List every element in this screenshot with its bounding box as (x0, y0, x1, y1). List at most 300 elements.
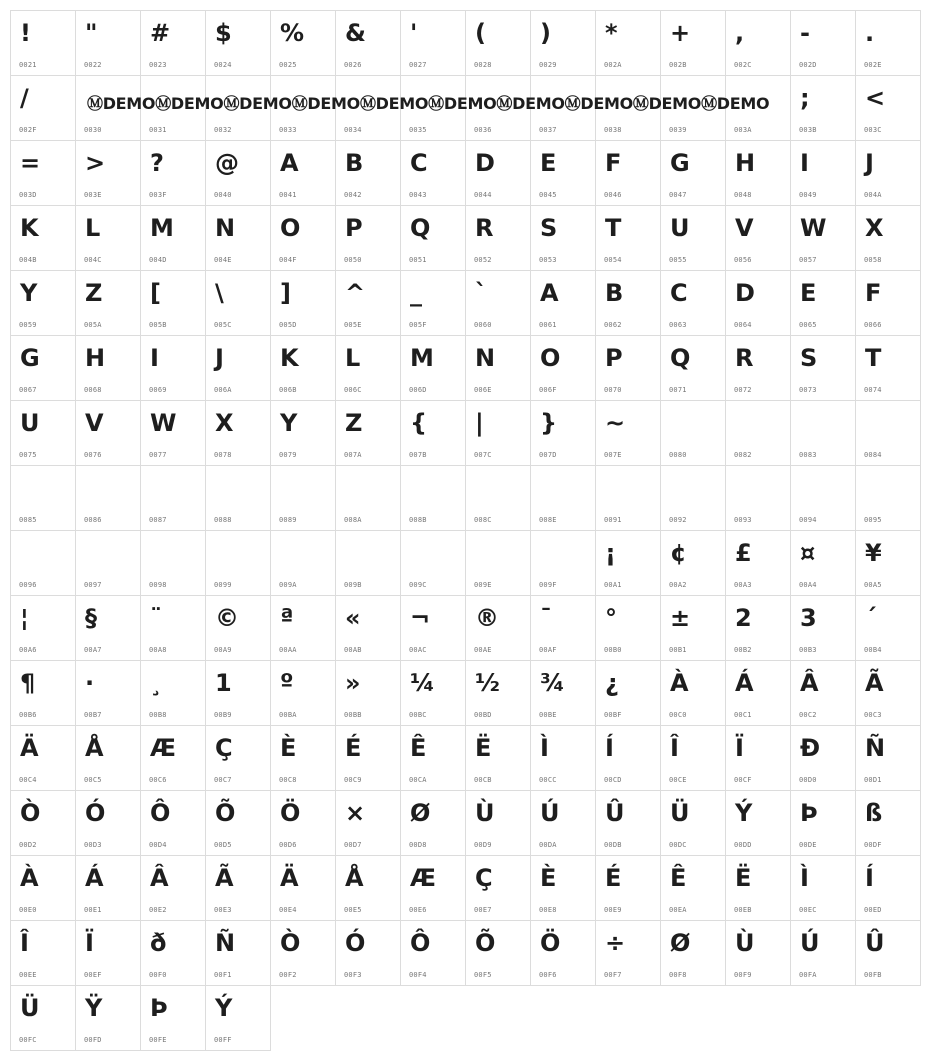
glyph-cell (595, 10, 661, 76)
glyph-codepoint: 00D1 (864, 776, 882, 784)
glyph-character: Đ (800, 734, 821, 762)
glyph-character: Ô (410, 929, 431, 957)
glyph-character: C (410, 149, 428, 177)
glyph-cell (10, 140, 76, 206)
glyph-codepoint: 0038 (604, 126, 622, 134)
glyph-cell (790, 855, 856, 921)
glyph-codepoint: 00BF (604, 711, 622, 719)
glyph-codepoint: 00D2 (19, 841, 37, 849)
glyph-character: Ç (475, 864, 493, 892)
glyph-cell (75, 530, 141, 596)
glyph-codepoint: 00B6 (19, 711, 37, 719)
glyph-cell (10, 920, 76, 986)
glyph-codepoint: 00FC (19, 1036, 37, 1044)
glyph-cell (400, 855, 466, 921)
glyph-codepoint: 003D (19, 191, 37, 199)
glyph-codepoint: 002B (669, 61, 687, 69)
glyph-codepoint: 00DA (539, 841, 557, 849)
glyph-cell (140, 335, 206, 401)
glyph-codepoint: 0068 (84, 386, 102, 394)
glyph-codepoint: 00A3 (734, 581, 752, 589)
glyph-codepoint: 00F2 (279, 971, 297, 979)
glyph-codepoint: 00D5 (214, 841, 232, 849)
glyph-codepoint: 00A8 (149, 646, 167, 654)
glyph-codepoint: 00B1 (669, 646, 687, 654)
glyph-codepoint: 006A (214, 386, 232, 394)
glyph-cell (400, 10, 466, 76)
glyph-cell (205, 985, 271, 1051)
glyph-character: ¤ (800, 539, 816, 567)
glyph-cell (790, 10, 856, 76)
glyph-codepoint: 006D (409, 386, 427, 394)
glyph-codepoint: 00C4 (19, 776, 37, 784)
glyph-character: ! (20, 19, 31, 47)
glyph-character: / (20, 84, 29, 112)
glyph-cell (10, 465, 76, 531)
glyph-codepoint: 00B0 (604, 646, 622, 654)
glyph-character: É (605, 864, 622, 892)
glyph-codepoint: 00D9 (474, 841, 492, 849)
glyph-codepoint: 0061 (539, 321, 557, 329)
glyph-character: J (215, 344, 224, 372)
glyph-codepoint: 00F1 (214, 971, 232, 979)
glyph-cell (595, 725, 661, 791)
glyph-codepoint: 00D0 (799, 776, 817, 784)
glyph-cell (530, 335, 596, 401)
glyph-cell (530, 205, 596, 271)
glyph-codepoint: 0034 (344, 126, 362, 134)
glyph-cell (790, 205, 856, 271)
glyph-character: Á (735, 669, 754, 697)
glyph-character: Ö (280, 799, 301, 827)
glyph-codepoint: 0082 (734, 451, 752, 459)
glyph-cell (270, 920, 336, 986)
glyph-cell (75, 335, 141, 401)
glyph-cell (660, 855, 726, 921)
glyph-codepoint: 007E (604, 451, 622, 459)
glyph-cell (855, 335, 921, 401)
glyph-character: Ì (540, 734, 549, 762)
glyph-character: Å (345, 864, 364, 892)
glyph-cell (855, 75, 921, 141)
glyph-cell (790, 725, 856, 791)
glyph-character: ¨ (150, 604, 162, 632)
glyph-codepoint: 00FF (214, 1036, 232, 1044)
glyph-codepoint: 00A7 (84, 646, 102, 654)
glyph-character: N (475, 344, 496, 372)
glyph-cell (400, 140, 466, 206)
glyph-codepoint: 002D (799, 61, 817, 69)
glyph-cell (400, 400, 466, 466)
glyph-cell (270, 465, 336, 531)
glyph-character: Ý (215, 994, 233, 1022)
glyph-cell (465, 335, 531, 401)
glyph-cell (725, 790, 791, 856)
glyph-codepoint: 007B (409, 451, 427, 459)
glyph-cell (465, 920, 531, 986)
glyph-codepoint: 00BD (474, 711, 492, 719)
glyph-codepoint: 0024 (214, 61, 232, 69)
glyph-cell (205, 725, 271, 791)
glyph-cell (660, 10, 726, 76)
glyph-cell (75, 790, 141, 856)
glyph-cell (660, 920, 726, 986)
glyph-codepoint: 00B4 (864, 646, 882, 654)
glyph-codepoint: 0087 (149, 516, 167, 524)
glyph-character: # (150, 19, 171, 47)
glyph-cell (335, 855, 401, 921)
glyph-cell (595, 855, 661, 921)
glyph-character: G (670, 149, 690, 177)
glyph-character: S (800, 344, 818, 372)
glyph-codepoint: 00C3 (864, 711, 882, 719)
glyph-codepoint: 00AB (344, 646, 362, 654)
glyph-character: H (85, 344, 106, 372)
glyph-cell (660, 465, 726, 531)
glyph-character: < (865, 84, 886, 112)
glyph-codepoint: 00F4 (409, 971, 427, 979)
demo-watermark: ⓂDEMOⓂDEMOⓂDEMOⓂDEMOⓂDEMOⓂDEMOⓂDEMOⓂDEMOⓂDEMOⓂDEMO (87, 94, 770, 113)
glyph-codepoint: 00FE (149, 1036, 167, 1044)
glyph-cell (660, 530, 726, 596)
glyph-codepoint: 00A9 (214, 646, 232, 654)
glyph-cell (205, 140, 271, 206)
glyph-cell (595, 920, 661, 986)
glyph-character: © (215, 604, 239, 632)
glyph-cell (140, 920, 206, 986)
glyph-character: H (735, 149, 756, 177)
glyph-codepoint: 004C (84, 256, 102, 264)
glyph-character: > (85, 149, 106, 177)
glyph-codepoint: 0026 (344, 61, 362, 69)
glyph-cell (75, 660, 141, 726)
glyph-cell (660, 595, 726, 661)
glyph-codepoint: 0048 (734, 191, 752, 199)
glyph-cell (140, 595, 206, 661)
glyph-character: [ (150, 279, 161, 307)
glyph-codepoint: 00DC (669, 841, 687, 849)
glyph-character: A (540, 279, 559, 307)
glyph-codepoint: 003C (864, 126, 882, 134)
glyph-cell (530, 790, 596, 856)
glyph-codepoint: 002C (734, 61, 752, 69)
glyph-cell (660, 205, 726, 271)
glyph-codepoint: 00CB (474, 776, 492, 784)
glyph-cell (530, 10, 596, 76)
glyph-character: B (605, 279, 624, 307)
glyph-character: C (670, 279, 688, 307)
glyph-character: + (670, 19, 691, 47)
glyph-cell (205, 595, 271, 661)
glyph-cell (205, 205, 271, 271)
glyph-character: Ñ (215, 929, 236, 957)
glyph-cell (75, 400, 141, 466)
glyph-character: ~ (605, 409, 626, 437)
glyph-character: T (865, 344, 882, 372)
glyph-cell (725, 595, 791, 661)
glyph-character: Ü (20, 994, 40, 1022)
glyph-codepoint: 00C1 (734, 711, 752, 719)
glyph-codepoint: 00FA (799, 971, 817, 979)
glyph-cell (595, 465, 661, 531)
glyph-codepoint: 00AE (474, 646, 492, 654)
glyph-cell (660, 725, 726, 791)
glyph-codepoint: 00AA (279, 646, 297, 654)
glyph-codepoint: 00E9 (604, 906, 622, 914)
glyph-codepoint: 00D3 (84, 841, 102, 849)
glyph-character: È (280, 734, 297, 762)
glyph-cell (400, 335, 466, 401)
glyph-character: Ú (540, 799, 560, 827)
glyph-codepoint: 005E (344, 321, 362, 329)
glyph-cell (205, 335, 271, 401)
glyph-codepoint: 009A (279, 581, 297, 589)
glyph-codepoint: 00BE (539, 711, 557, 719)
glyph-cell (10, 10, 76, 76)
glyph-cell (205, 10, 271, 76)
glyph-character: Ë (735, 864, 752, 892)
glyph-cell (465, 725, 531, 791)
glyph-cell (270, 400, 336, 466)
glyph-codepoint: 00F8 (669, 971, 687, 979)
glyph-codepoint: 00C6 (149, 776, 167, 784)
glyph-character: ¯ (540, 604, 552, 632)
glyph-character: Ê (410, 734, 427, 762)
glyph-character: V (735, 214, 754, 242)
glyph-codepoint: 0093 (734, 516, 752, 524)
glyph-cell (855, 140, 921, 206)
glyph-cell (140, 530, 206, 596)
glyph-character: ´ (865, 604, 877, 632)
glyph-codepoint: 009B (344, 581, 362, 589)
glyph-codepoint: 00E7 (474, 906, 492, 914)
glyph-character: @ (215, 149, 239, 177)
glyph-codepoint: 0085 (19, 516, 37, 524)
glyph-cell (270, 530, 336, 596)
glyph-codepoint: 00AF (539, 646, 557, 654)
glyph-cell (400, 270, 466, 336)
glyph-cell (335, 465, 401, 531)
glyph-codepoint: 00AC (409, 646, 427, 654)
glyph-cell (10, 855, 76, 921)
glyph-character: ] (280, 279, 291, 307)
glyph-cell (75, 595, 141, 661)
glyph-cell (855, 205, 921, 271)
glyph-cell (75, 140, 141, 206)
glyph-cell (725, 920, 791, 986)
glyph-cell (595, 205, 661, 271)
glyph-character: N (215, 214, 236, 242)
glyph-cell (10, 595, 76, 661)
glyph-codepoint: 0088 (214, 516, 232, 524)
glyph-character: & (345, 19, 366, 47)
glyph-character: Û (865, 929, 885, 957)
glyph-cell (205, 270, 271, 336)
glyph-codepoint: 00A5 (864, 581, 882, 589)
glyph-codepoint: 00F6 (539, 971, 557, 979)
glyph-character: º (280, 669, 294, 697)
glyph-codepoint: 00E8 (539, 906, 557, 914)
glyph-codepoint: 002E (864, 61, 882, 69)
glyph-cell (10, 660, 76, 726)
glyph-codepoint: 0043 (409, 191, 427, 199)
glyph-codepoint: 00E5 (344, 906, 362, 914)
glyph-codepoint: 005C (214, 321, 232, 329)
glyph-character: ª (280, 604, 294, 632)
glyph-cell (855, 725, 921, 791)
glyph-codepoint: 0070 (604, 386, 622, 394)
glyph-character: Ê (670, 864, 687, 892)
glyph-character: Ñ (865, 734, 886, 762)
glyph-codepoint: 00C5 (84, 776, 102, 784)
glyph-cell (10, 400, 76, 466)
glyph-character: ß (865, 799, 883, 827)
glyph-character: Ú (800, 929, 820, 957)
glyph-codepoint: 0039 (669, 126, 687, 134)
glyph-character: ¬ (410, 604, 431, 632)
glyph-codepoint: 00DF (864, 841, 882, 849)
glyph-codepoint: 00ED (864, 906, 882, 914)
glyph-cell (335, 140, 401, 206)
glyph-codepoint: 00DD (734, 841, 752, 849)
glyph-character: * (605, 19, 618, 47)
glyph-character: Á (85, 864, 104, 892)
glyph-codepoint: 009C (409, 581, 427, 589)
glyph-cell (140, 465, 206, 531)
glyph-character: Ô (150, 799, 171, 827)
glyph-cell (400, 790, 466, 856)
glyph-codepoint: 00D8 (409, 841, 427, 849)
glyph-character: ¼ (410, 669, 435, 697)
glyph-codepoint: 0040 (214, 191, 232, 199)
glyph-cell (530, 530, 596, 596)
glyph-character: Î (670, 734, 679, 762)
glyph-cell (660, 335, 726, 401)
glyph-codepoint: 0032 (214, 126, 232, 134)
glyph-cell (725, 855, 791, 921)
glyph-character: È (540, 864, 557, 892)
glyph-codepoint: 0046 (604, 191, 622, 199)
glyph-codepoint: 00C2 (799, 711, 817, 719)
glyph-cell (140, 205, 206, 271)
glyph-cell (595, 660, 661, 726)
glyph-character: Ù (735, 929, 755, 957)
glyph-cell (660, 790, 726, 856)
glyph-cell (270, 205, 336, 271)
glyph-codepoint: 0062 (604, 321, 622, 329)
glyph-grid (10, 10, 920, 1050)
glyph-character: J (865, 149, 874, 177)
glyph-cell (530, 660, 596, 726)
glyph-codepoint: 006B (279, 386, 297, 394)
glyph-cell (530, 400, 596, 466)
glyph-character: Å (85, 734, 104, 762)
glyph-codepoint: 00E0 (19, 906, 37, 914)
glyph-codepoint: 00FD (84, 1036, 102, 1044)
glyph-cell (725, 465, 791, 531)
glyph-character: Õ (215, 799, 236, 827)
glyph-character: $ (215, 19, 232, 47)
glyph-character: ° (605, 604, 617, 632)
glyph-codepoint: 00B2 (734, 646, 752, 654)
glyph-character: ¥ (865, 539, 882, 567)
glyph-codepoint: 00E1 (84, 906, 102, 914)
glyph-character: M (410, 344, 434, 372)
glyph-cell (530, 855, 596, 921)
glyph-codepoint: 0067 (19, 386, 37, 394)
glyph-cell (465, 660, 531, 726)
glyph-character: Þ (800, 799, 818, 827)
glyph-cell (465, 270, 531, 336)
glyph-codepoint: 0063 (669, 321, 687, 329)
glyph-cell (855, 465, 921, 531)
glyph-cell (400, 205, 466, 271)
glyph-character: ¸ (150, 669, 162, 697)
glyph-cell (205, 530, 271, 596)
glyph-cell (660, 270, 726, 336)
glyph-character: 2 (735, 604, 752, 632)
glyph-character: Õ (475, 929, 496, 957)
glyph-cell (140, 790, 206, 856)
glyph-codepoint: 0042 (344, 191, 362, 199)
glyph-codepoint: 0021 (19, 61, 37, 69)
glyph-codepoint: 0027 (409, 61, 427, 69)
glyph-character: Æ (150, 734, 177, 762)
glyph-cell (725, 725, 791, 791)
glyph-cell (790, 660, 856, 726)
glyph-codepoint: 0097 (84, 581, 102, 589)
glyph-character: ¡ (605, 539, 616, 567)
glyph-cell (595, 270, 661, 336)
glyph-character: I (800, 149, 809, 177)
glyph-codepoint: 00CF (734, 776, 752, 784)
glyph-cell (790, 335, 856, 401)
glyph-codepoint: 0035 (409, 126, 427, 134)
glyph-codepoint: 0066 (864, 321, 882, 329)
glyph-codepoint: 005D (279, 321, 297, 329)
glyph-cell (335, 335, 401, 401)
glyph-character: K (280, 344, 299, 372)
glyph-codepoint: 0092 (669, 516, 687, 524)
glyph-cell (725, 10, 791, 76)
glyph-cell (855, 530, 921, 596)
glyph-cell (790, 270, 856, 336)
glyph-codepoint: 0056 (734, 256, 752, 264)
glyph-codepoint: 00BB (344, 711, 362, 719)
glyph-cell (140, 140, 206, 206)
glyph-cell (10, 75, 76, 141)
glyph-character: ¾ (540, 669, 565, 697)
glyph-cell (140, 985, 206, 1051)
glyph-cell (855, 400, 921, 466)
glyph-codepoint: 00BA (279, 711, 297, 719)
glyph-cell (335, 790, 401, 856)
glyph-character: R (475, 214, 494, 242)
glyph-character: - (800, 19, 810, 47)
glyph-cell (595, 400, 661, 466)
glyph-character: Û (605, 799, 625, 827)
glyph-codepoint: 0083 (799, 451, 817, 459)
glyph-codepoint: 009E (474, 581, 492, 589)
glyph-codepoint: 0076 (84, 451, 102, 459)
glyph-character: ¦ (20, 604, 29, 632)
glyph-cell (400, 660, 466, 726)
glyph-cell (400, 465, 466, 531)
glyph-character: S (540, 214, 558, 242)
glyph-codepoint: 00DB (604, 841, 622, 849)
glyph-cell (400, 920, 466, 986)
glyph-codepoint: 003E (84, 191, 102, 199)
